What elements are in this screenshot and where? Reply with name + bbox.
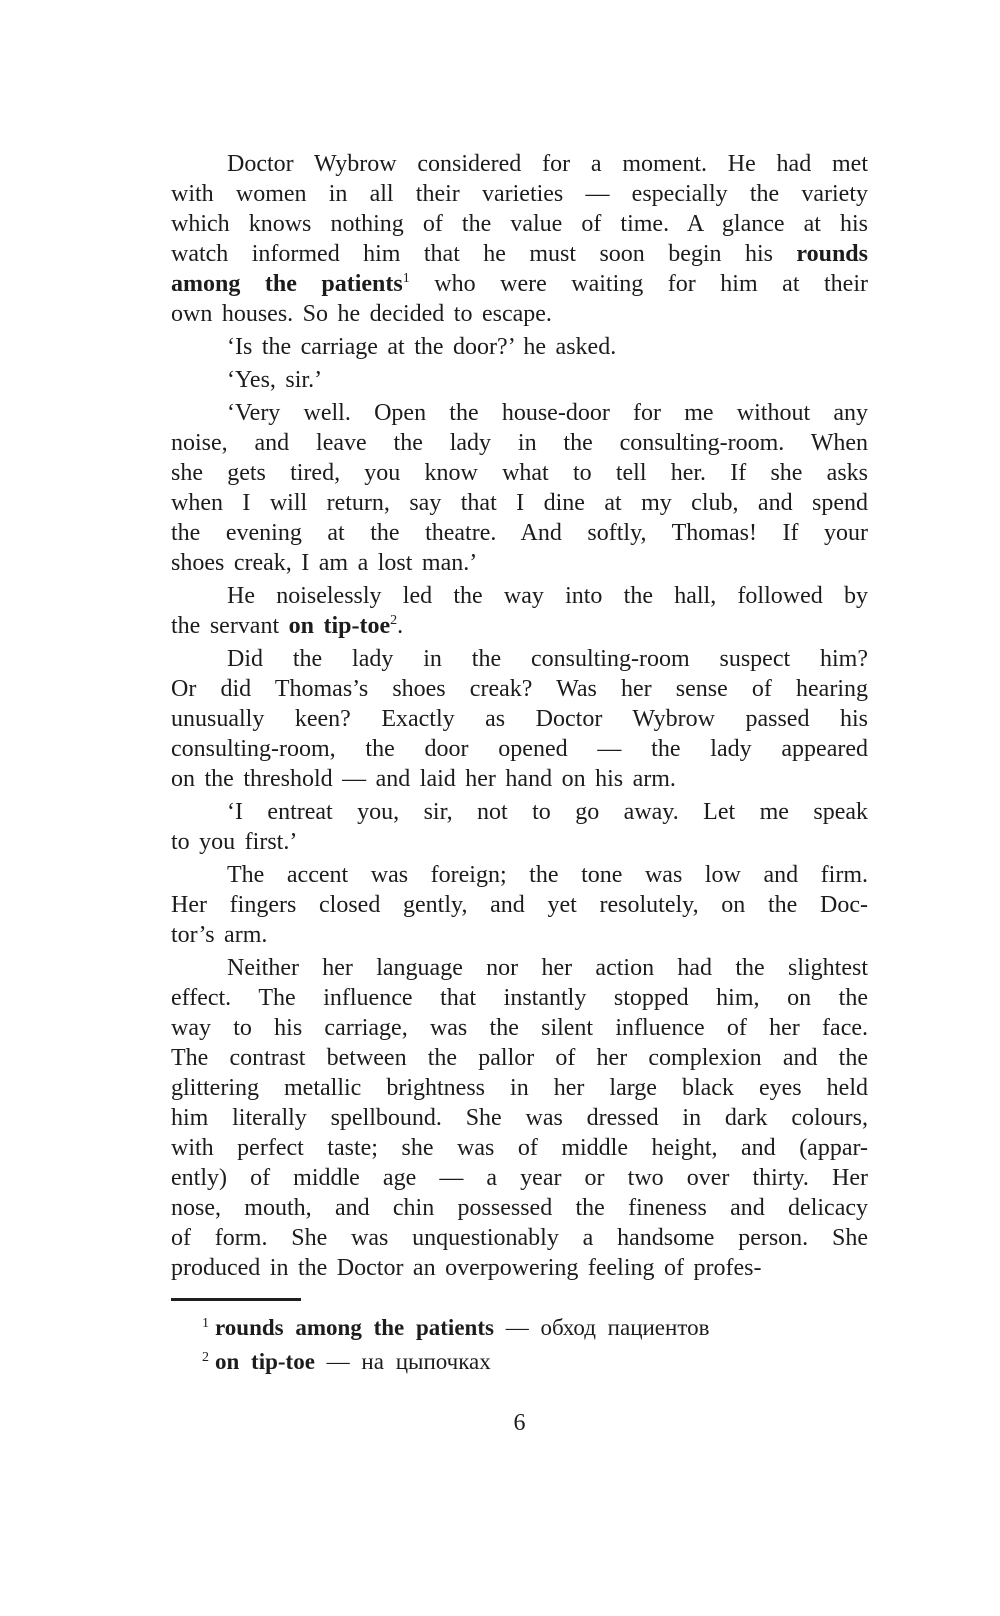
text-segment: consulting-room, the door opened — the lady appeared bbox=[171, 736, 868, 762]
text-segment: Neither her language nor her action had the slightest bbox=[227, 955, 868, 981]
text-line bbox=[171, 488, 868, 518]
text-line bbox=[171, 734, 868, 764]
text-line bbox=[171, 299, 868, 329]
text-line bbox=[171, 983, 868, 1013]
text-segment: ‘Yes, sir.’ bbox=[227, 367, 323, 393]
text-line bbox=[171, 1103, 868, 1133]
paragraph bbox=[171, 332, 868, 362]
text-line bbox=[171, 1133, 868, 1163]
text-line bbox=[171, 953, 868, 983]
paragraph bbox=[171, 860, 868, 950]
bold-phrase: rounds bbox=[796, 241, 868, 267]
text-line bbox=[171, 1253, 868, 1283]
text-line bbox=[171, 1163, 868, 1193]
footnotes bbox=[171, 1313, 868, 1377]
text-segment: noise, and leave the lady in the consulting-room. When bbox=[171, 430, 868, 456]
text-segment: Did the lady in the consulting-room suspect him? bbox=[227, 646, 868, 672]
footnote-marker: 1 bbox=[402, 271, 410, 286]
text-line bbox=[171, 581, 868, 611]
footnote-marker: 2 bbox=[390, 613, 398, 628]
paragraph bbox=[171, 953, 868, 1283]
text-segment: with perfect taste; she was of middle height, and (appar- bbox=[171, 1135, 868, 1161]
text-line bbox=[171, 704, 868, 734]
text-line bbox=[171, 179, 868, 209]
text-line bbox=[171, 674, 868, 704]
bold-phrase: rounds among the patients bbox=[215, 1315, 494, 1340]
text-segment: He noiselessly led the way into the hall, followed by bbox=[227, 583, 868, 609]
text-segment: Doctor Wybrow considered for a moment. He had met bbox=[227, 151, 868, 177]
text-line bbox=[171, 548, 868, 578]
bold-phrase: among the patients bbox=[171, 271, 403, 297]
paragraph bbox=[171, 797, 868, 857]
text-line bbox=[171, 920, 868, 950]
text-line bbox=[171, 365, 868, 395]
paragraph bbox=[171, 398, 868, 578]
text-line bbox=[171, 398, 868, 428]
text-line bbox=[171, 149, 868, 179]
footnote-marker: 2 bbox=[202, 1350, 209, 1365]
text-segment: him literally spellbound. She was dressed in dark colours, bbox=[171, 1105, 868, 1131]
text-block bbox=[171, 149, 868, 1283]
text-segment: own houses. So he decided to escape. bbox=[171, 301, 552, 327]
text-line bbox=[171, 860, 868, 890]
text-segment: with women in all their varieties — especially the variety bbox=[171, 181, 868, 207]
text-line bbox=[171, 239, 868, 269]
text-segment: the servant bbox=[171, 613, 289, 639]
paragraph bbox=[171, 581, 868, 641]
text-segment: she gets tired, you know what to tell her. If she asks bbox=[171, 460, 868, 486]
text-line bbox=[171, 1043, 868, 1073]
paragraph bbox=[171, 365, 868, 395]
text-line bbox=[171, 644, 868, 674]
text-segment: nose, mouth, and chin possessed the fineness and delicacy bbox=[171, 1195, 868, 1221]
bold-phrase: on tip-toe bbox=[215, 1349, 315, 1374]
text-segment: The accent was foreign; the tone was low and firm. bbox=[227, 862, 868, 888]
text-segment: Or did Thomas’s shoes creak? Was her sense of hearing bbox=[171, 676, 868, 702]
text-segment: ‘Is the carriage at the door?’ he asked. bbox=[227, 334, 617, 360]
text-segment: Her fingers closed gently, and yet resolutely, on the Doc- bbox=[171, 892, 868, 918]
text-segment: to you first.’ bbox=[171, 829, 298, 855]
text-segment: glittering metallic brightness in her large black eyes held bbox=[171, 1075, 868, 1101]
text-segment: produced in the Doctor an overpowering feeling of profes- bbox=[171, 1255, 762, 1281]
text-segment: — на цыпочках bbox=[314, 1349, 491, 1374]
text-line bbox=[171, 332, 868, 362]
text-segment: which knows nothing of the value of time. A glance at his bbox=[171, 211, 868, 237]
text-segment: way to his carriage, was the silent influence of her face. bbox=[171, 1015, 868, 1041]
text-line bbox=[171, 890, 868, 920]
text-segment: unusually keen? Exactly as Doctor Wybrow passed his bbox=[171, 706, 868, 732]
text-line bbox=[171, 458, 868, 488]
text-line bbox=[171, 611, 868, 641]
text-segment: on the threshold — and laid her hand on his arm. bbox=[171, 766, 676, 792]
text-segment: watch informed him that he must soon begin his bbox=[171, 241, 797, 267]
footnote bbox=[202, 1347, 868, 1377]
text-line bbox=[171, 797, 868, 827]
footnote-marker: 1 bbox=[202, 1316, 209, 1331]
text-line bbox=[171, 269, 868, 299]
page-number: 6 bbox=[513, 1410, 526, 1436]
text-line bbox=[171, 827, 868, 857]
footnote bbox=[202, 1313, 868, 1343]
text-line bbox=[171, 518, 868, 548]
book-page bbox=[171, 149, 868, 1438]
paragraph bbox=[171, 149, 868, 329]
text-line bbox=[171, 209, 868, 239]
text-segment: the evening at the theatre. And softly, Thomas! If your bbox=[171, 520, 868, 546]
text-segment: effect. The influence that instantly stopped him, on the bbox=[171, 985, 868, 1011]
text-segment: ‘Very well. Open the house-door for me without any bbox=[227, 400, 868, 426]
text-segment: . bbox=[397, 613, 404, 639]
text-line bbox=[171, 428, 868, 458]
bold-phrase: on tip-toe bbox=[288, 613, 391, 639]
text-segment: ‘I entreat you, sir, not to go away. Let me speak bbox=[227, 799, 868, 825]
text-line bbox=[171, 764, 868, 794]
text-segment: ently) of middle age — a year or two over thirty. Her bbox=[171, 1165, 868, 1191]
text-segment: who were waiting for him at their bbox=[409, 271, 868, 297]
text-line bbox=[171, 1193, 868, 1223]
text-segment: tor’s arm. bbox=[171, 922, 268, 948]
text-line bbox=[171, 1223, 868, 1253]
text-segment: shoes creak, I am a lost man.’ bbox=[171, 550, 478, 576]
text-segment: when I will return, say that I dine at my club, and spend bbox=[171, 490, 868, 516]
text-segment: The contrast between the pallor of her complexion and the bbox=[171, 1045, 868, 1071]
paragraph bbox=[171, 644, 868, 794]
text-segment: — обход пациентов bbox=[493, 1315, 710, 1340]
footnote-divider bbox=[171, 1298, 301, 1301]
text-line bbox=[171, 1073, 868, 1103]
text-line bbox=[171, 1013, 868, 1043]
text-segment: of form. She was unquestionably a handsome person. She bbox=[171, 1225, 868, 1251]
